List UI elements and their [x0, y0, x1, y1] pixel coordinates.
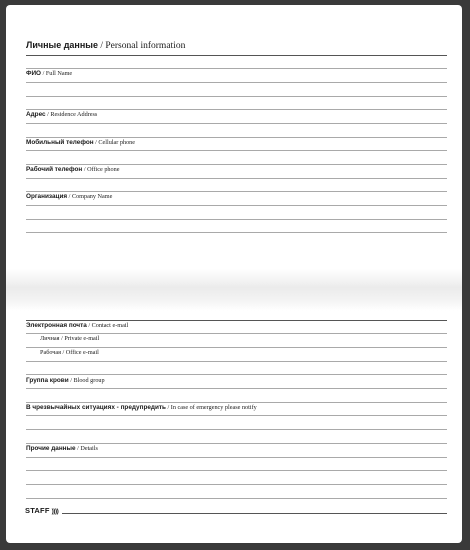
details-label: Прочие данные / Details	[26, 445, 98, 452]
writing-line[interactable]	[26, 429, 447, 430]
writing-line[interactable]	[26, 137, 447, 138]
writing-line[interactable]	[26, 347, 447, 348]
title-en: / Personal information	[97, 41, 186, 51]
email-label: Электронная почта / Contact e-mail	[26, 322, 129, 329]
emergency-contact-label: В чрезвычайных ситуациях - предупредить / In case of emergency please notify	[26, 404, 257, 411]
writing-line[interactable]	[26, 470, 447, 471]
writing-line[interactable]	[26, 232, 447, 233]
staff-logo: STAFF ))))	[25, 506, 59, 515]
footer-line	[62, 513, 447, 514]
writing-line[interactable]	[26, 361, 447, 362]
office-phone-label: Рабочий телефон / Office phone	[26, 166, 120, 173]
writing-line[interactable]	[26, 150, 447, 151]
notebook-page	[6, 5, 462, 543]
full-name-label: ФИО / Full Name	[26, 70, 73, 77]
writing-line[interactable]	[26, 178, 447, 179]
writing-line[interactable]	[26, 388, 447, 389]
writing-line[interactable]	[26, 96, 447, 97]
writing-line[interactable]	[26, 402, 447, 403]
writing-line[interactable]	[26, 82, 447, 83]
address-label: Адрес / Residence Address	[26, 111, 98, 118]
writing-line[interactable]	[26, 333, 447, 334]
writing-line[interactable]	[26, 219, 447, 220]
title-ru: Личные данные	[26, 40, 98, 50]
writing-line[interactable]	[26, 443, 447, 444]
title-underline	[26, 55, 447, 56]
writing-line[interactable]	[26, 374, 447, 375]
company-label: Организация / Company Name	[26, 193, 113, 200]
writing-line[interactable]	[26, 484, 447, 485]
private-email-label: Личная / Private e-mail	[40, 335, 100, 342]
mobile-phone-label: Мобильный телефон / Cellular phone	[26, 139, 136, 146]
writing-line[interactable]	[26, 123, 447, 124]
page-fold	[6, 269, 462, 311]
writing-line[interactable]	[26, 191, 447, 192]
writing-line[interactable]	[26, 109, 447, 110]
personal-info-title	[26, 41, 185, 52]
writing-line[interactable]	[26, 457, 447, 458]
section-divider	[26, 320, 447, 321]
writing-line[interactable]	[26, 164, 447, 165]
blood-group-label: Группа крови / Blood group	[26, 377, 105, 384]
office-email-label: Рабочая / Office e-mail	[40, 349, 99, 356]
writing-line[interactable]	[26, 205, 447, 206]
writing-line[interactable]	[26, 415, 447, 416]
brand-mark-icon: ))))	[51, 508, 59, 515]
writing-line	[26, 68, 447, 69]
writing-line[interactable]	[26, 498, 447, 499]
